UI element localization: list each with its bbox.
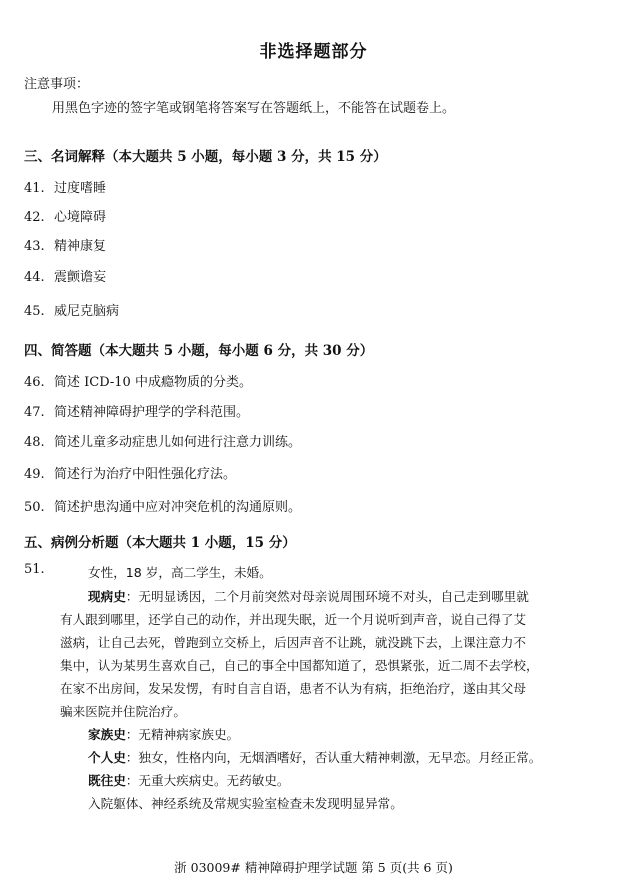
question-51-number: 51. (24, 562, 45, 577)
question-45 (24, 300, 119, 319)
present-history-text: ：无明显诱因，二个月前突然对母亲说周围环境不对头，自己走到哪里就 (125, 589, 529, 604)
question-text: 精神康复 (54, 239, 107, 254)
question-number: 43. (24, 239, 45, 254)
question-42 (24, 206, 106, 225)
family-history-line (88, 724, 239, 743)
question-number: 41. (24, 181, 45, 196)
question-number: 46. (24, 375, 45, 390)
present-history-line: 有人跟到哪里，还学自己的动作，并出现失眠，近一个月说听到声音，说自己得了艾 (60, 612, 526, 627)
personal-history-line (88, 747, 541, 766)
question-41 (24, 177, 106, 196)
notice-label: 注意事项： (24, 77, 90, 92)
section5-heading: 五、病例分析题（本大题共 1 小题，15 分） (24, 535, 296, 551)
question-44 (24, 266, 106, 285)
question-49 (24, 463, 236, 482)
present-history-line: 集中，认为某男生喜欢自己，自己的事全中国都知道了，恐惧紧张，近二周不去学校， (60, 658, 539, 673)
question-text: 简述儿童多动症患儿如何进行注意力训练。 (54, 435, 302, 450)
question-text: 震颤谵妄 (54, 270, 107, 285)
notice-text: 用黑色字迹的签字笔或钢笔将答案写在答题纸上，不能答在试题卷上。 (52, 101, 456, 116)
question-text: 简述 ICD-10 中成瘾物质的分类。 (54, 375, 252, 390)
question-number: 47. (24, 405, 45, 420)
family-history-label: 家族史 (88, 727, 126, 742)
page-title: 非选择题部分 (259, 42, 368, 62)
question-50 (24, 496, 301, 515)
question-text: 过度嗜睡 (54, 181, 107, 196)
present-history-line: 骗来医院并住院治疗。 (60, 704, 186, 719)
question-text: 威尼克脑病 (54, 304, 120, 319)
question-number: 50. (24, 500, 45, 515)
question-number: 48. (24, 435, 45, 450)
question-47 (24, 401, 249, 420)
present-history-label: 现病史 (88, 589, 126, 604)
question-text: 心境障碍 (54, 210, 107, 225)
exam-findings-line: 入院躯体、神经系统及常规实验室检查未发现明显异常。 (88, 796, 403, 811)
question-43 (24, 235, 106, 254)
question-46 (24, 371, 252, 390)
section4-heading: 四、简答题（本大题共 5 小题，每小题 6 分，共 30 分） (24, 343, 374, 359)
question-text: 简述护患沟通中应对冲突危机的沟通原则。 (54, 500, 302, 515)
present-history-line (88, 586, 529, 605)
question-text: 简述精神障碍护理学的学科范围。 (54, 405, 250, 420)
question-number: 42. (24, 210, 45, 225)
question-number: 44. (24, 270, 45, 285)
present-history-line: 在家不出房间，发呆发愣，有时自言自语，患者不认为有病，拒绝治疗，遂由其父母 (60, 681, 526, 696)
past-history-line (88, 770, 290, 789)
case-intro: 女性，18 岁，高二学生，未婚。 (88, 565, 272, 580)
personal-history-text: ：独女，性格内向，无烟酒嗜好，否认重大精神刺激，无早恋。月经正常。 (125, 750, 542, 765)
section3-heading: 三、名词解释（本大题共 5 小题，每小题 3 分，共 15 分） (24, 149, 387, 165)
question-number: 45. (24, 304, 45, 319)
question-number: 49. (24, 467, 45, 482)
family-history-text: ：无精神病家族史。 (125, 727, 240, 742)
personal-history-label: 个人史 (88, 750, 126, 765)
page-footer: 浙 03009# 精神障碍护理学试题 第 5 页(共 6 页) (174, 860, 453, 875)
past-history-label: 既往史 (88, 773, 126, 788)
past-history-text: ：无重大疾病史。无药敏史。 (125, 773, 290, 788)
present-history-line: 滋病，让自己去死，曾跑到立交桥上，后因声音不让跳，就没跳下去，上课注意力不 (60, 635, 526, 650)
question-text: 简述行为治疗中阳性强化疗法。 (54, 467, 237, 482)
question-48 (24, 431, 301, 450)
